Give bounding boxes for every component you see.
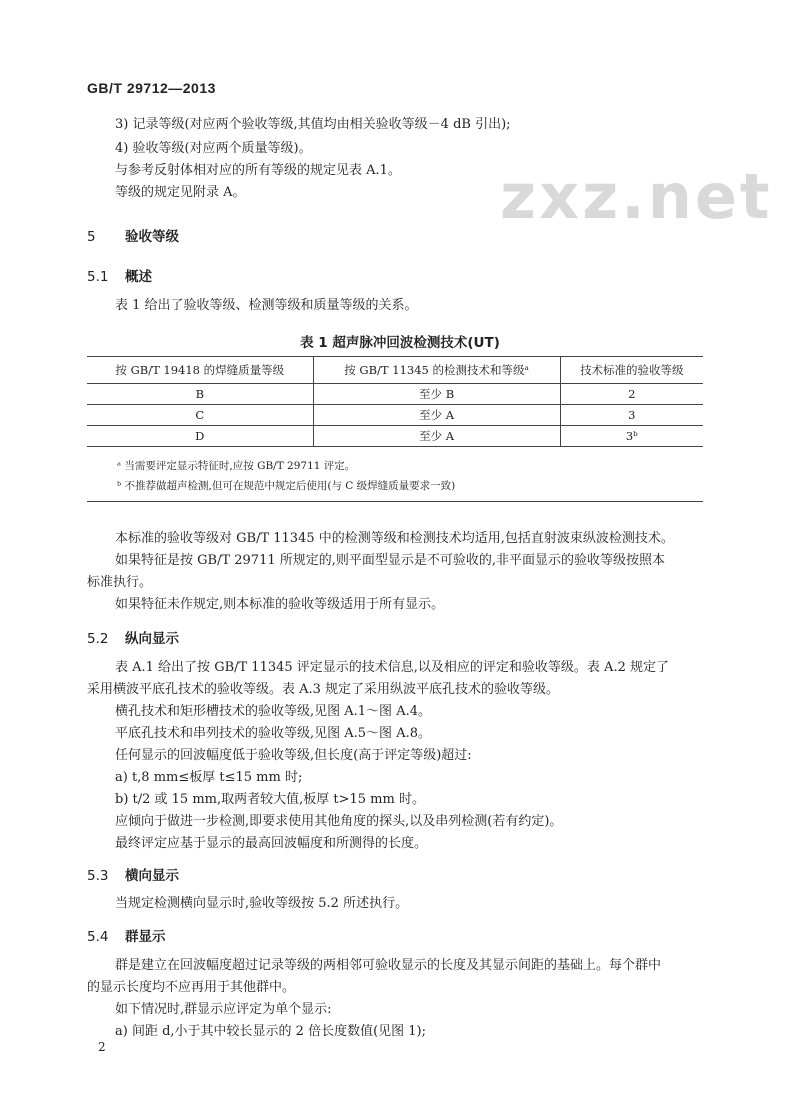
standard-header: GB/T 29712—2013 xyxy=(87,80,216,96)
section-number: 5.2 xyxy=(87,631,109,647)
section-5-heading xyxy=(87,225,179,245)
section-title: 验收等级 xyxy=(125,229,179,245)
intro-line: 与参考反射体相对应的所有等级的规定见表 A.1。 xyxy=(115,163,401,178)
paragraph: 如下情况时,群显示应评定为单个显示: xyxy=(115,1002,332,1017)
table-cell: 至少 B xyxy=(313,384,560,405)
watermark: zxz.net xyxy=(500,160,773,233)
table-row xyxy=(87,405,703,426)
paragraph: 应倾向于做进一步检测,即要求使用其他角度的探头,以及串列检测(若有约定)。 xyxy=(115,814,563,829)
paragraph: 标准执行。 xyxy=(87,575,153,590)
table-header-cell: 按 GB/T 19418 的焊缝质量等级 xyxy=(87,357,313,384)
table-header-cell: 按 GB/T 11345 的检测技术和等级ᵃ xyxy=(313,357,560,384)
table-note-row xyxy=(87,475,703,502)
section-title: 纵向显示 xyxy=(125,631,179,647)
section-title: 概述 xyxy=(125,269,152,285)
paragraph: 任何显示的回波幅度低于验收等级,但长度(高于评定等级)超过: xyxy=(115,748,472,763)
paragraph: 表 1 给出了验收等级、检测等级和质量等级的关系。 xyxy=(115,298,418,313)
table-cell: 至少 A xyxy=(313,426,560,447)
section-number: 5.3 xyxy=(87,868,109,884)
table-cell: 3 xyxy=(560,405,703,426)
section-5-2-heading xyxy=(87,627,179,647)
table-note-row xyxy=(87,447,703,476)
paragraph: 当规定检测横向显示时,验收等级按 5.2 所述执行。 xyxy=(115,896,409,911)
table-cell: B xyxy=(87,384,313,405)
intro-line: 4) 验收等级(对应两个质量等级)。 xyxy=(115,141,312,156)
table-note: ᵃ 当需要评定显示特征时,应按 GB/T 29711 评定。 xyxy=(87,447,703,476)
list-item: a) t,8 mm≤板厚 t≤15 mm 时; xyxy=(115,770,303,785)
paragraph: 平底孔技术和串列技术的验收等级,见图 A.5～图 A.8。 xyxy=(115,726,431,741)
list-item: b) t/2 或 15 mm,取两者较大值,板厚 t>15 mm 时。 xyxy=(115,792,425,807)
table-header-cell: 技术标准的验收等级 xyxy=(560,357,703,384)
section-title: 横向显示 xyxy=(125,868,179,884)
table-note: ᵇ 不推荐做超声检测,但可在规范中规定后使用(与 C 级焊缝质量要求一致) xyxy=(87,475,703,502)
paragraph: 表 A.1 给出了按 GB/T 11345 评定显示的技术信息,以及相应的评定和验收等级。表 A.2 规定了 xyxy=(115,660,669,675)
section-title: 群显示 xyxy=(125,929,166,945)
section-number: 5.4 xyxy=(87,929,109,945)
paragraph: 本标准的验收等级对 GB/T 11345 中的检测等级和检测技术均适用,包括直射波束纵波检测技术。 xyxy=(115,531,674,546)
table-cell: 2 xyxy=(560,384,703,405)
section-5-1-heading xyxy=(87,265,152,285)
paragraph: 如果特征未作规定,则本标准的验收等级适用于所有显示。 xyxy=(115,597,445,612)
intro-line: 3) 记录等级(对应两个验收等级,其值均由相关验收等级－4 dB 引出); xyxy=(115,117,511,132)
paragraph: 采用横波平底孔技术的验收等级。表 A.3 规定了采用纵波平底孔技术的验收等级。 xyxy=(87,682,560,697)
paragraph: 如果特征是按 GB/T 29711 所规定的,则平面型显示是不可验收的,非平面显示的验收等级按照本 xyxy=(115,553,666,568)
intro-line: 等级的规定见附录 A。 xyxy=(115,185,246,200)
table-row xyxy=(87,384,703,405)
table-header-row xyxy=(87,357,703,384)
table-cell: D xyxy=(87,426,313,447)
table-cell: 3ᵇ xyxy=(560,426,703,447)
section-5-3-heading xyxy=(87,864,179,884)
table-caption: 表 1 超声脉冲回波检测技术(UT) xyxy=(300,335,500,351)
section-5-4-heading xyxy=(87,925,166,945)
paragraph: 群是建立在回波幅度超过记录等级的两相邻可验收显示的长度及其显示间距的基础上。每个群中 xyxy=(115,958,662,973)
table-cell: C xyxy=(87,405,313,426)
paragraph: 最终评定应基于显示的最高回波幅度和所测得的长度。 xyxy=(115,836,428,851)
paragraph: 的显示长度均不应再用于其他群中。 xyxy=(87,980,296,995)
table-1 xyxy=(87,356,703,502)
table-row xyxy=(87,426,703,447)
list-item: a) 间距 d,小于其中较长显示的 2 倍长度数值(见图 1); xyxy=(115,1024,427,1039)
paragraph: 横孔技术和矩形槽技术的验收等级,见图 A.1～图 A.4。 xyxy=(115,704,431,719)
section-number: 5 xyxy=(87,229,96,245)
page-number: 2 xyxy=(98,1040,106,1054)
table-cell: 至少 A xyxy=(313,405,560,426)
section-number: 5.1 xyxy=(87,269,109,285)
